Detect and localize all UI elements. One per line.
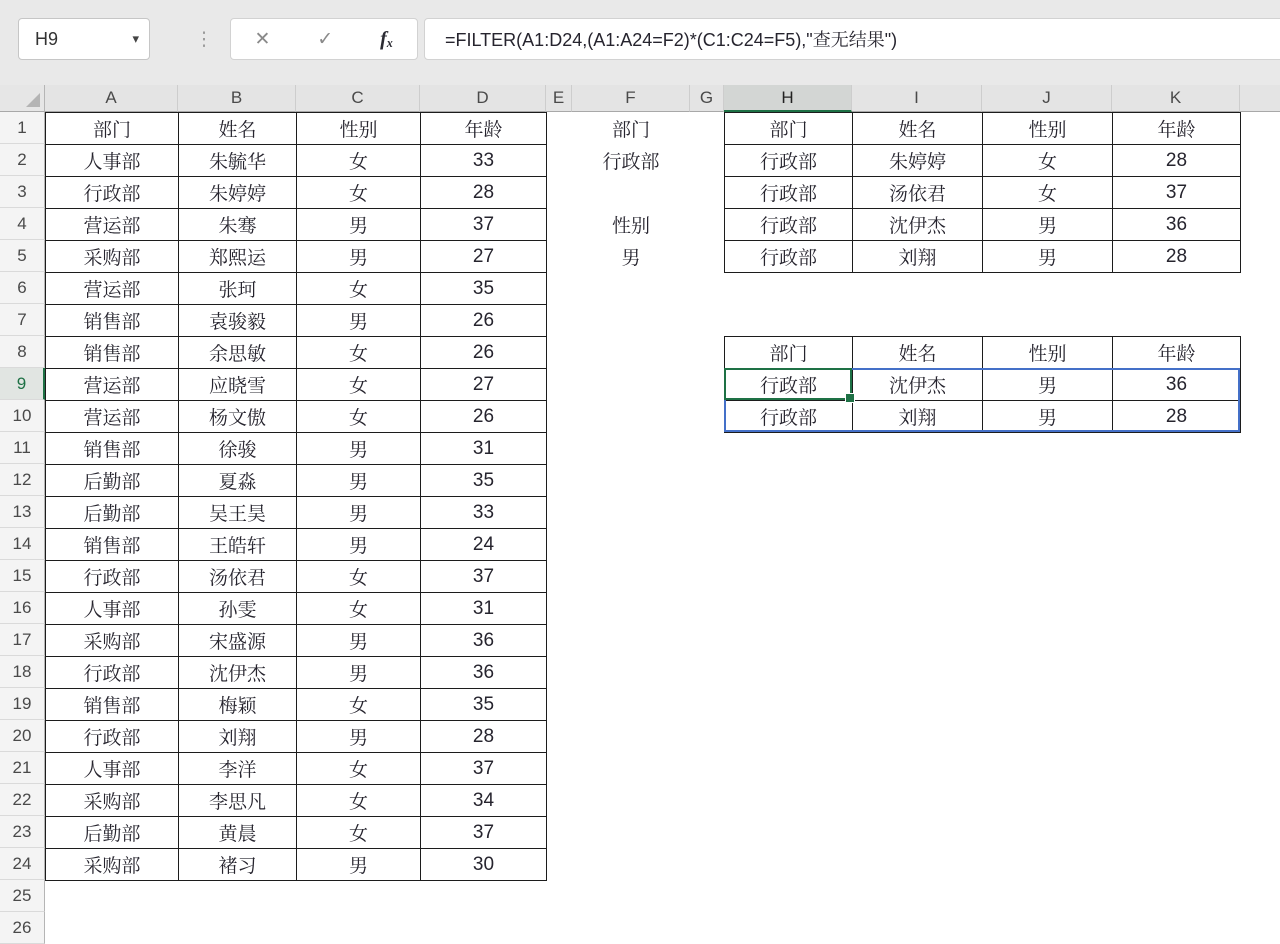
name-box[interactable]	[18, 18, 150, 60]
cell-D7[interactable]: 26	[421, 305, 547, 337]
cell-B12[interactable]: 夏淼	[179, 465, 297, 497]
cell-D18[interactable]: 36	[421, 657, 547, 689]
cell-I5[interactable]: 刘翔	[853, 241, 983, 273]
cell-J3[interactable]: 女	[983, 177, 1113, 209]
cell-K10[interactable]: 28	[1113, 401, 1241, 433]
row-header-9[interactable]: 9	[0, 368, 45, 400]
cell-B2[interactable]: 朱毓华	[179, 145, 297, 177]
cell-A13[interactable]: 后勤部	[46, 497, 179, 529]
cell-D16[interactable]: 31	[421, 593, 547, 625]
filter-result-table-2	[724, 336, 1241, 433]
cell-C6[interactable]: 女	[297, 273, 421, 305]
cell-F4[interactable]: 性别	[611, 215, 650, 237]
insert-function-icon[interactable]: fₓ	[380, 27, 394, 50]
column-header-G[interactable]: G	[690, 85, 724, 112]
cell-J2[interactable]: 女	[983, 145, 1113, 177]
cell-H5[interactable]: 行政部	[725, 241, 853, 273]
name-box-value: H9	[35, 28, 59, 49]
cell-C4[interactable]: 男	[297, 209, 421, 241]
row-header-13[interactable]: 13	[0, 496, 45, 528]
cell-B5[interactable]: 郑熙运	[179, 241, 297, 273]
cell-H1[interactable]: 部门	[725, 113, 853, 145]
cell-D8[interactable]: 26	[421, 337, 547, 369]
cell-I2[interactable]: 朱婷婷	[853, 145, 983, 177]
row-header-3[interactable]: 3	[0, 176, 45, 208]
column-header-K[interactable]: K	[1112, 85, 1240, 112]
cell-C20[interactable]: 男	[297, 721, 421, 753]
cell-B4[interactable]: 朱骞	[179, 209, 297, 241]
cell-D3[interactable]: 28	[421, 177, 547, 209]
cell-D1[interactable]: 年龄	[421, 113, 547, 145]
cell-D19[interactable]: 35	[421, 689, 547, 721]
cell-I10[interactable]: 刘翔	[853, 401, 983, 433]
row-header-26[interactable]: 26	[0, 912, 45, 944]
cell-D9[interactable]: 27	[421, 369, 547, 401]
cell-C22[interactable]: 女	[297, 785, 421, 817]
row-header-17[interactable]: 17	[0, 624, 45, 656]
cell-C12[interactable]: 男	[297, 465, 421, 497]
cell-A24[interactable]: 采购部	[46, 849, 179, 881]
cancel-icon[interactable]: ✕	[254, 28, 271, 50]
cell-B8[interactable]: 余思敏	[179, 337, 297, 369]
row-header-8[interactable]: 8	[0, 336, 45, 368]
cell-I3[interactable]: 汤依君	[853, 177, 983, 209]
cell-C15[interactable]: 女	[297, 561, 421, 593]
cell-F1[interactable]: 部门	[611, 119, 650, 141]
cell-D22[interactable]: 34	[421, 785, 547, 817]
cell-H8[interactable]: 部门	[725, 337, 853, 369]
filter-result-table-1	[724, 112, 1241, 273]
cell-D15[interactable]: 37	[421, 561, 547, 593]
cell-I9[interactable]: 沈伊杰	[853, 369, 983, 401]
cell-C17[interactable]: 男	[297, 625, 421, 657]
cell-H10[interactable]: 行政部	[725, 401, 853, 433]
cell-B19[interactable]: 梅颖	[179, 689, 297, 721]
cell-C23[interactable]: 女	[297, 817, 421, 849]
column-header-C[interactable]: C	[296, 85, 420, 112]
cell-B15[interactable]: 汤依君	[179, 561, 297, 593]
cell-A14[interactable]: 销售部	[46, 529, 179, 561]
cell-H2[interactable]: 行政部	[725, 145, 853, 177]
row-header-22[interactable]: 22	[0, 784, 45, 816]
cell-A2[interactable]: 人事部	[46, 145, 179, 177]
row-header-14[interactable]: 14	[0, 528, 45, 560]
cell-B23[interactable]: 黄晨	[179, 817, 297, 849]
cell-A12[interactable]: 后勤部	[46, 465, 179, 497]
column-header-H[interactable]: H	[724, 85, 852, 112]
cell-B10[interactable]: 杨文傲	[179, 401, 297, 433]
column-header-filler	[1240, 85, 1280, 112]
row-header-2[interactable]: 2	[0, 144, 45, 176]
row-header-19[interactable]: 19	[0, 688, 45, 720]
employee-data-table	[45, 112, 547, 881]
cell-I8[interactable]: 姓名	[853, 337, 983, 369]
row-header-1[interactable]: 1	[0, 112, 45, 144]
cell-A4[interactable]: 营运部	[46, 209, 179, 241]
cell-A23[interactable]: 后勤部	[46, 817, 179, 849]
cell-K3[interactable]: 37	[1113, 177, 1241, 209]
row-header-20[interactable]: 20	[0, 720, 45, 752]
cell-B11[interactable]: 徐骏	[179, 433, 297, 465]
cell-A11[interactable]: 销售部	[46, 433, 179, 465]
row-header-6[interactable]: 6	[0, 272, 45, 304]
cell-A19[interactable]: 销售部	[46, 689, 179, 721]
cell-C7[interactable]: 男	[297, 305, 421, 337]
cell-J8[interactable]: 性别	[983, 337, 1113, 369]
cell-A7[interactable]: 销售部	[46, 305, 179, 337]
cell-B17[interactable]: 宋盛源	[179, 625, 297, 657]
cell-D20[interactable]: 28	[421, 721, 547, 753]
cell-B18[interactable]: 沈伊杰	[179, 657, 297, 689]
row-header-24[interactable]: 24	[0, 848, 45, 880]
enter-icon[interactable]: ✓	[317, 28, 334, 50]
cell-A1[interactable]: 部门	[46, 113, 179, 145]
cell-A3[interactable]: 行政部	[46, 177, 179, 209]
row-header-10[interactable]: 10	[0, 400, 45, 432]
cell-B7[interactable]: 袁骏毅	[179, 305, 297, 337]
cell-D24[interactable]: 30	[421, 849, 547, 881]
cell-K5[interactable]: 28	[1113, 241, 1241, 273]
drag-handle-icon: ⋮	[194, 28, 214, 50]
cell-D5[interactable]: 27	[421, 241, 547, 273]
cell-J10[interactable]: 男	[983, 401, 1113, 433]
cell-I4[interactable]: 沈伊杰	[853, 209, 983, 241]
row-header-16[interactable]: 16	[0, 592, 45, 624]
cell-C5[interactable]: 男	[297, 241, 421, 273]
cell-A16[interactable]: 人事部	[46, 593, 179, 625]
column-header-B[interactable]: B	[178, 85, 296, 112]
column-header-E[interactable]: E	[546, 85, 572, 112]
formula-buttons	[230, 18, 418, 60]
cell-B22[interactable]: 李思凡	[179, 785, 297, 817]
cell-D14[interactable]: 24	[421, 529, 547, 561]
cell-J9[interactable]: 男	[983, 369, 1113, 401]
cell-C13[interactable]: 男	[297, 497, 421, 529]
cell-C11[interactable]: 男	[297, 433, 421, 465]
row-header-23[interactable]: 23	[0, 816, 45, 848]
row-header-5[interactable]: 5	[0, 240, 45, 272]
cell-A9[interactable]: 营运部	[46, 369, 179, 401]
spreadsheet-grid	[0, 85, 1280, 938]
formula-bar-input[interactable]	[424, 18, 1280, 60]
cell-C14[interactable]: 男	[297, 529, 421, 561]
cell-K2[interactable]: 28	[1113, 145, 1241, 177]
cell-K1[interactable]: 年龄	[1113, 113, 1241, 145]
cell-A22[interactable]: 采购部	[46, 785, 179, 817]
cell-D13[interactable]: 33	[421, 497, 547, 529]
cell-C2[interactable]: 女	[297, 145, 421, 177]
name-box-dropdown-icon[interactable]: ▾	[132, 31, 139, 46]
cell-C19[interactable]: 女	[297, 689, 421, 721]
cell-D23[interactable]: 37	[421, 817, 547, 849]
cell-B1[interactable]: 姓名	[179, 113, 297, 145]
cell-D12[interactable]: 35	[421, 465, 547, 497]
cell-C21[interactable]: 女	[297, 753, 421, 785]
cell-C9[interactable]: 女	[297, 369, 421, 401]
cell-A10[interactable]: 营运部	[46, 401, 179, 433]
row-header-7[interactable]: 7	[0, 304, 45, 336]
cell-C1[interactable]: 性别	[297, 113, 421, 145]
cell-D4[interactable]: 37	[421, 209, 547, 241]
cell-B24[interactable]: 褚习	[179, 849, 297, 881]
row-header-15[interactable]: 15	[0, 560, 45, 592]
cell-A21[interactable]: 人事部	[46, 753, 179, 785]
cell-D17[interactable]: 36	[421, 625, 547, 657]
cell-A20[interactable]: 行政部	[46, 721, 179, 753]
cell-C8[interactable]: 女	[297, 337, 421, 369]
cell-D21[interactable]: 37	[421, 753, 547, 785]
cell-F2[interactable]: 行政部	[602, 151, 660, 173]
row-header-11[interactable]: 11	[0, 432, 45, 464]
column-header-A[interactable]: A	[45, 85, 178, 112]
cell-B16[interactable]: 孙雯	[179, 593, 297, 625]
cell-B21[interactable]: 李洋	[179, 753, 297, 785]
cell-B3[interactable]: 朱婷婷	[179, 177, 297, 209]
column-header-D[interactable]: D	[420, 85, 546, 112]
cell-H9[interactable]: 行政部	[725, 369, 853, 401]
row-header-18[interactable]: 18	[0, 656, 45, 688]
select-all-triangle-icon	[26, 93, 40, 107]
cell-D6[interactable]: 35	[421, 273, 547, 305]
column-header-J[interactable]: J	[982, 85, 1112, 112]
cell-F5[interactable]: 男	[621, 247, 641, 269]
cell-J5[interactable]: 男	[983, 241, 1113, 273]
row-header-4[interactable]: 4	[0, 208, 45, 240]
cell-B20[interactable]: 刘翔	[179, 721, 297, 753]
cell-D2[interactable]: 33	[421, 145, 547, 177]
cell-B14[interactable]: 王皓轩	[179, 529, 297, 561]
cell-B9[interactable]: 应晓雪	[179, 369, 297, 401]
formula-toolbar	[0, 0, 1280, 85]
cell-I1[interactable]: 姓名	[853, 113, 983, 145]
cell-C16[interactable]: 女	[297, 593, 421, 625]
row-header-21[interactable]: 21	[0, 752, 45, 784]
cell-C24[interactable]: 男	[297, 849, 421, 881]
cell-A5[interactable]: 采购部	[46, 241, 179, 273]
cell-B6[interactable]: 张珂	[179, 273, 297, 305]
formula-text: =FILTER(A1:D24,(A1:A24=F2)*(C1:C24=F5),"查无结果")	[445, 30, 898, 50]
cell-J4[interactable]: 男	[983, 209, 1113, 241]
cell-A18[interactable]: 行政部	[46, 657, 179, 689]
cell-A17[interactable]: 采购部	[46, 625, 179, 657]
select-all-corner[interactable]	[0, 85, 45, 112]
cell-D11[interactable]: 31	[421, 433, 547, 465]
cell-K9[interactable]: 36	[1113, 369, 1241, 401]
cell-A6[interactable]: 营运部	[46, 273, 179, 305]
cell-A8[interactable]: 销售部	[46, 337, 179, 369]
cell-C10[interactable]: 女	[297, 401, 421, 433]
row-header-12[interactable]: 12	[0, 464, 45, 496]
column-header-F[interactable]: F	[572, 85, 690, 112]
cell-H3[interactable]: 行政部	[725, 177, 853, 209]
cell-B13[interactable]: 吴王昊	[179, 497, 297, 529]
cell-C18[interactable]: 男	[297, 657, 421, 689]
cell-H4[interactable]: 行政部	[725, 209, 853, 241]
cell-D10[interactable]: 26	[421, 401, 547, 433]
cell-A15[interactable]: 行政部	[46, 561, 179, 593]
cell-K8[interactable]: 年龄	[1113, 337, 1241, 369]
row-header-25[interactable]: 25	[0, 880, 45, 912]
cell-C3[interactable]: 女	[297, 177, 421, 209]
cell-J1[interactable]: 性别	[983, 113, 1113, 145]
cell-K4[interactable]: 36	[1113, 209, 1241, 241]
column-header-I[interactable]: I	[852, 85, 982, 112]
